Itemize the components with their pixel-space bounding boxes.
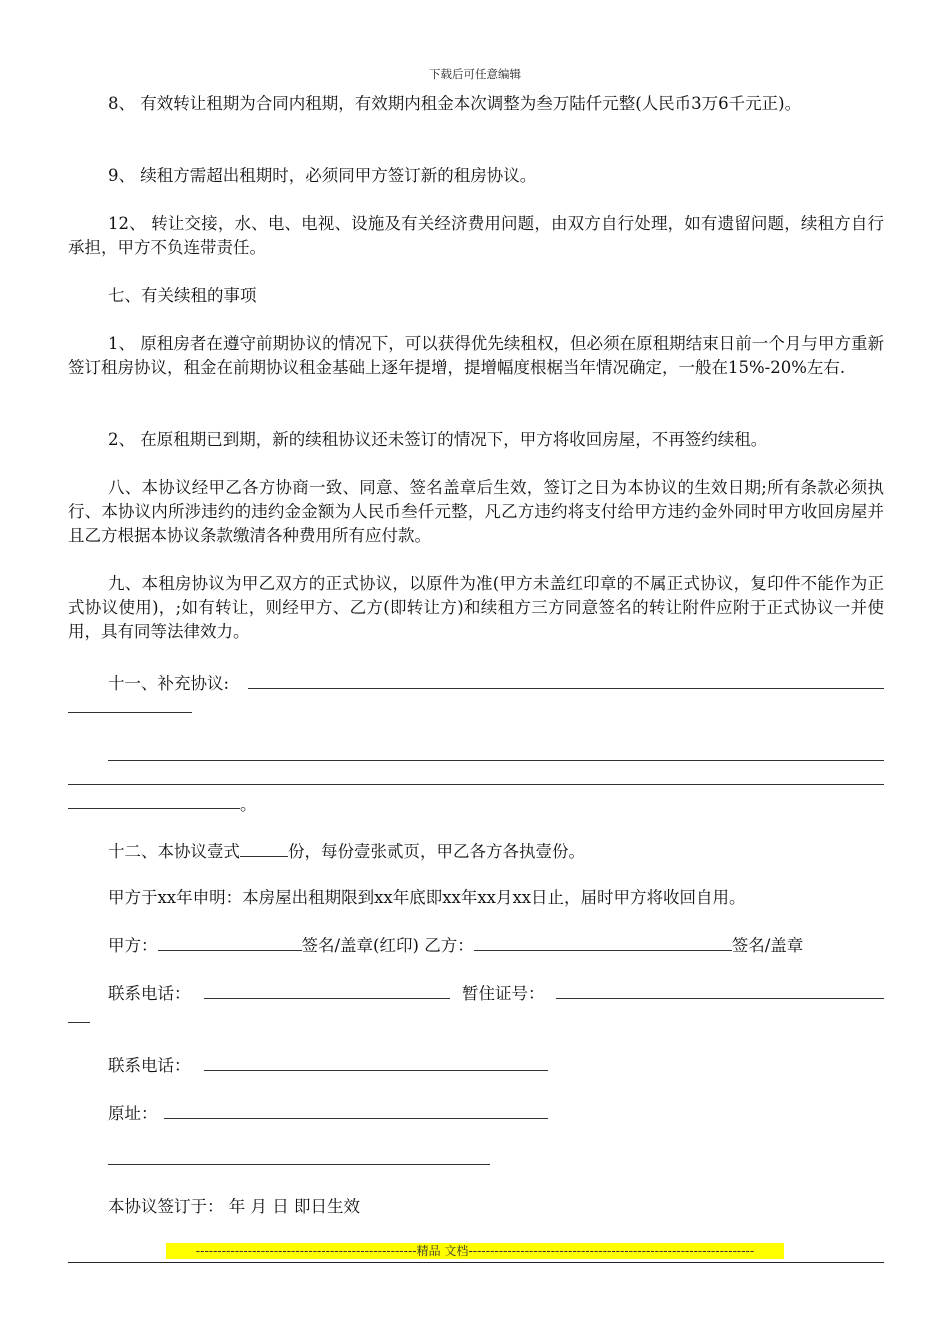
party-b-sign: 签名/盖章 [731, 936, 804, 955]
supplement-line [68, 712, 192, 713]
supplement-line [108, 760, 884, 761]
address-blank [164, 1118, 548, 1119]
copies-blank [240, 838, 288, 857]
section-8: 八、本协议经甲乙各方协商一致、同意、签名盖章后生效，签订之日为本协议的生效日期;所有条款必须执行、本协议内所涉违约的违约金金额为人民币叁仟元整，凡乙方违约将支付给甲方违约金外同时甲方收回房屋并且乙方根据本协议条款缴清各种费用所有应付款。 [68, 478, 884, 545]
phone-blank-2 [204, 1070, 548, 1071]
permit-blank [68, 1022, 90, 1023]
supplement-line [68, 808, 240, 809]
party-a-sign: 签名/盖章(红印) [301, 936, 419, 955]
section-7-heading: 七、有关续租的事项 [108, 286, 257, 305]
supplement-end: 。 [240, 795, 257, 814]
permit-label: 暂住证号： [462, 984, 545, 1003]
supplement-line [68, 784, 884, 785]
address-label: 原址： [108, 1104, 158, 1123]
phone-label: 联系电话： [108, 984, 191, 1003]
phone-blank [204, 998, 450, 999]
clause-12: 12、 转让交接，水、电、电视、设施及有关经济费用问题，由双方自行处理，如有遗留问题，续租方自行承担，甲方不负连带责任。 [68, 214, 884, 257]
party-a-blank [158, 932, 302, 951]
declaration: 甲方于xx年申明：本房屋出租期限到xx年底即xx年xx月xx日止，届时甲方将收回自用。 [108, 888, 746, 907]
section-9: 九、本租房协议为甲乙双方的正式协议，以原件为准(甲方未盖红印章的不属正式协议，复印件不能作为正式协议使用)，;如有转让，则经甲方、乙方(即转让方)和续租方三方同意签名的转让附件应附于正式协议一并使用，具有同等法律效力。 [68, 574, 884, 641]
copies-suffix: 份，每份壹张贰页，甲乙各方各执壹份。 [288, 842, 585, 861]
page-header: 下载后可任意编辑 [429, 67, 521, 81]
signed-on: 本协议签订于： 年 月 日 即日生效 [108, 1197, 360, 1216]
section-7-item-2: 2、 在原租期已到期，新的续租协议还未签订的情况下，甲方将收回房屋，不再签约续租。 [108, 430, 768, 449]
phone-label-2: 联系电话： [108, 1056, 191, 1075]
section-7-item-1: 1、 原租房者在遵守前期协议的情况下，可以获得优先续租权，但必须在原租期结束日前一个月与甲方重新签订租房协议，租金在前期协议租金基础上逐年提增，提增幅度根椐当年情况确定，一般在15%-20%左右. [68, 334, 884, 377]
party-a-label: 甲方： [108, 936, 158, 955]
clause-8: 8、 有效转让租期为合同内租期，有效期内租金本次调整为叁万陆仟元整(人民币3万6千元正)。 [108, 94, 802, 113]
supplement-line [248, 688, 884, 689]
permit-blank [556, 998, 884, 999]
copies-line [108, 838, 585, 862]
supplement-label: 十一、补充协议: [108, 674, 230, 693]
footer-rule [68, 1262, 884, 1263]
copies-prefix: 十二、本协议壹式 [108, 842, 240, 861]
party-b-label: 乙方： [424, 936, 474, 955]
signature-row [108, 932, 803, 956]
footer-band: ---------------------------------------------------精品 文档------------------------------------------------------------------ [166, 1243, 784, 1259]
clause-9: 9、 续租方需超出租期时，必须同甲方签订新的租房协议。 [108, 166, 537, 185]
party-b-blank [474, 932, 732, 951]
extra-blank [108, 1164, 490, 1165]
